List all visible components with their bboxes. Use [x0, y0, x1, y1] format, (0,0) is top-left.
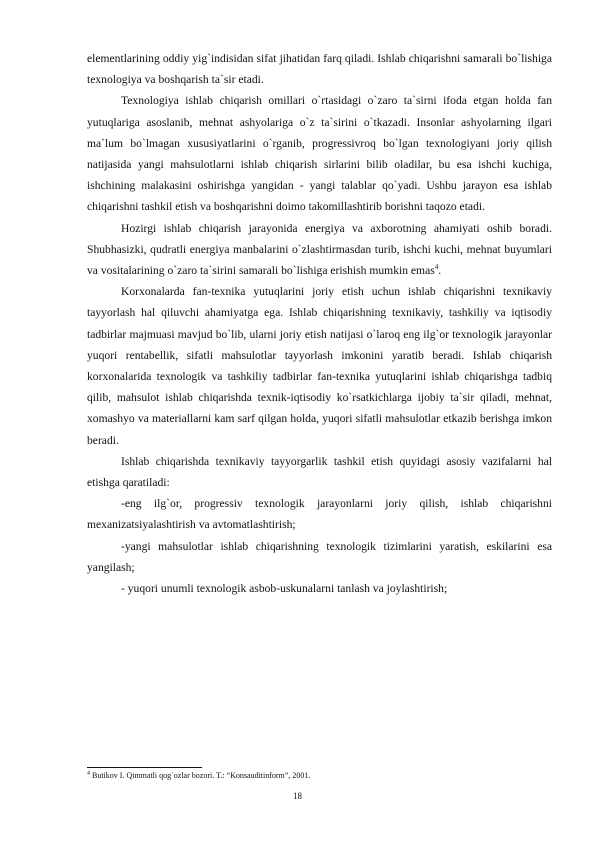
- list-item-new-products: -yangi mahsulotlar ishlab chiqarishning texnologik tizimlarini yaratish, eskilarini esa yangilash;: [87, 539, 552, 574]
- list-item-equipment: - yuqori unumli texnologik asbob-uskunalarni tanlash va joylashtirish;: [121, 582, 448, 596]
- paragraph-energy: [87, 218, 552, 282]
- paragraph-energy-period: .: [438, 264, 442, 278]
- page-number: 18: [293, 791, 302, 801]
- paragraph-technology: Texnologiya ishlab chiqarish omillari o`rtasidagi o`zaro ta`sirni ifoda etgan holda fan yutuqlariga asoslanib, mehnat ashyolariga o`z ta`sirini o`tkazadi. Insonlar ashyolarning ilgari ma`lum bo`lmagan xususiyatlarini o`rganib, progressivroq bo`lgan texnologiyani joriy qilish natijasida yangi mahsulotlarni ishlab chiqarish sirlarini bilib oladilar, bu esa ishchi kuchiga, ishchining malakasini oshirishga yangidan - yangi talablar qo`yadi. Ushbu jarayon esa ishlab chiqarishni tashkil etish va boshqarishni doimo takomillashtirib borishni taqozo etadi.: [87, 94, 552, 214]
- footnote-divider: [87, 767, 202, 768]
- paragraph-energy-text: Hozirgi ishlab chiqarish jarayonida energiya va axborotning ahamiyati oshib boradi. Shubhasizki, qudratli energiya manbalarini o`zlashtirmasdan turib, ishchi kuchi, mehnat buyumlari va vositalarining o`zaro ta`sirini samarali bo`lishiga erishish mumkin emas: [87, 221, 552, 278]
- footnote-marker: 4: [87, 770, 90, 777]
- list-item-progressive: -eng ilg`or, progressiv texnologik jarayonlarni joriy qilish, ishlab chiqarishni mexanizatsiyalashtirish va avtomatlashtirish;: [87, 497, 552, 532]
- body-text: [87, 48, 552, 599]
- footnote-text: Butikov I. Qimmatli qog`ozlar bozori. T.: “Konsauditinform”, 2001.: [92, 771, 311, 780]
- paragraph-enterprises: Korxonalarda fan-texnika yutuqlarini joriy etish uchun ishlab chiqarishni texnikaviy tayyorlash hal qiluvchi ahamiyatga ega. Ishlab chiqarishning texnikaviy, tashkiliy va iqtisodiy tadbirlar majmuasi mavjud bo`lib, ularni joriy etish natijasi o`laroq eng ilg`or texnologik jarayonlar yuqori rentabellik, sifatli mahsulotlar tayyorlash imkonini yaratib beradi. Ishlab chiqarish korxonalarida texnologik va tashkiliy tadbirlar fan-texnika yutuqlarini ishlab chiqarishga tadbiq qilib, mahsulot ishlab chiqarishda texnik-iqtisodiy ko`rsatkichlarga ijobiy ta`sir qiladi, mehnat, xomashyo va materiallarni kam sarf qilgan holda, yuqori sifatli mahsulotlar etkazib berishga imkon beradi.: [87, 285, 552, 447]
- paragraph-tasks-intro: Ishlab chiqarishda texnikaviy tayyorgarlik tashkil etish quyidagi asosiy vazifalarni hal etishga qaratiladi:: [87, 454, 552, 490]
- footnote: [87, 771, 552, 781]
- footnote-reference[interactable]: 4: [434, 263, 439, 272]
- paragraph-continued: elementlarining oddiy yig`indisidan sifat jihatidan farq qiladi. Ishlab chiqarishni samarali bo`lishiga texnologiya va boshqarish ta`sir etadi.: [87, 52, 552, 87]
